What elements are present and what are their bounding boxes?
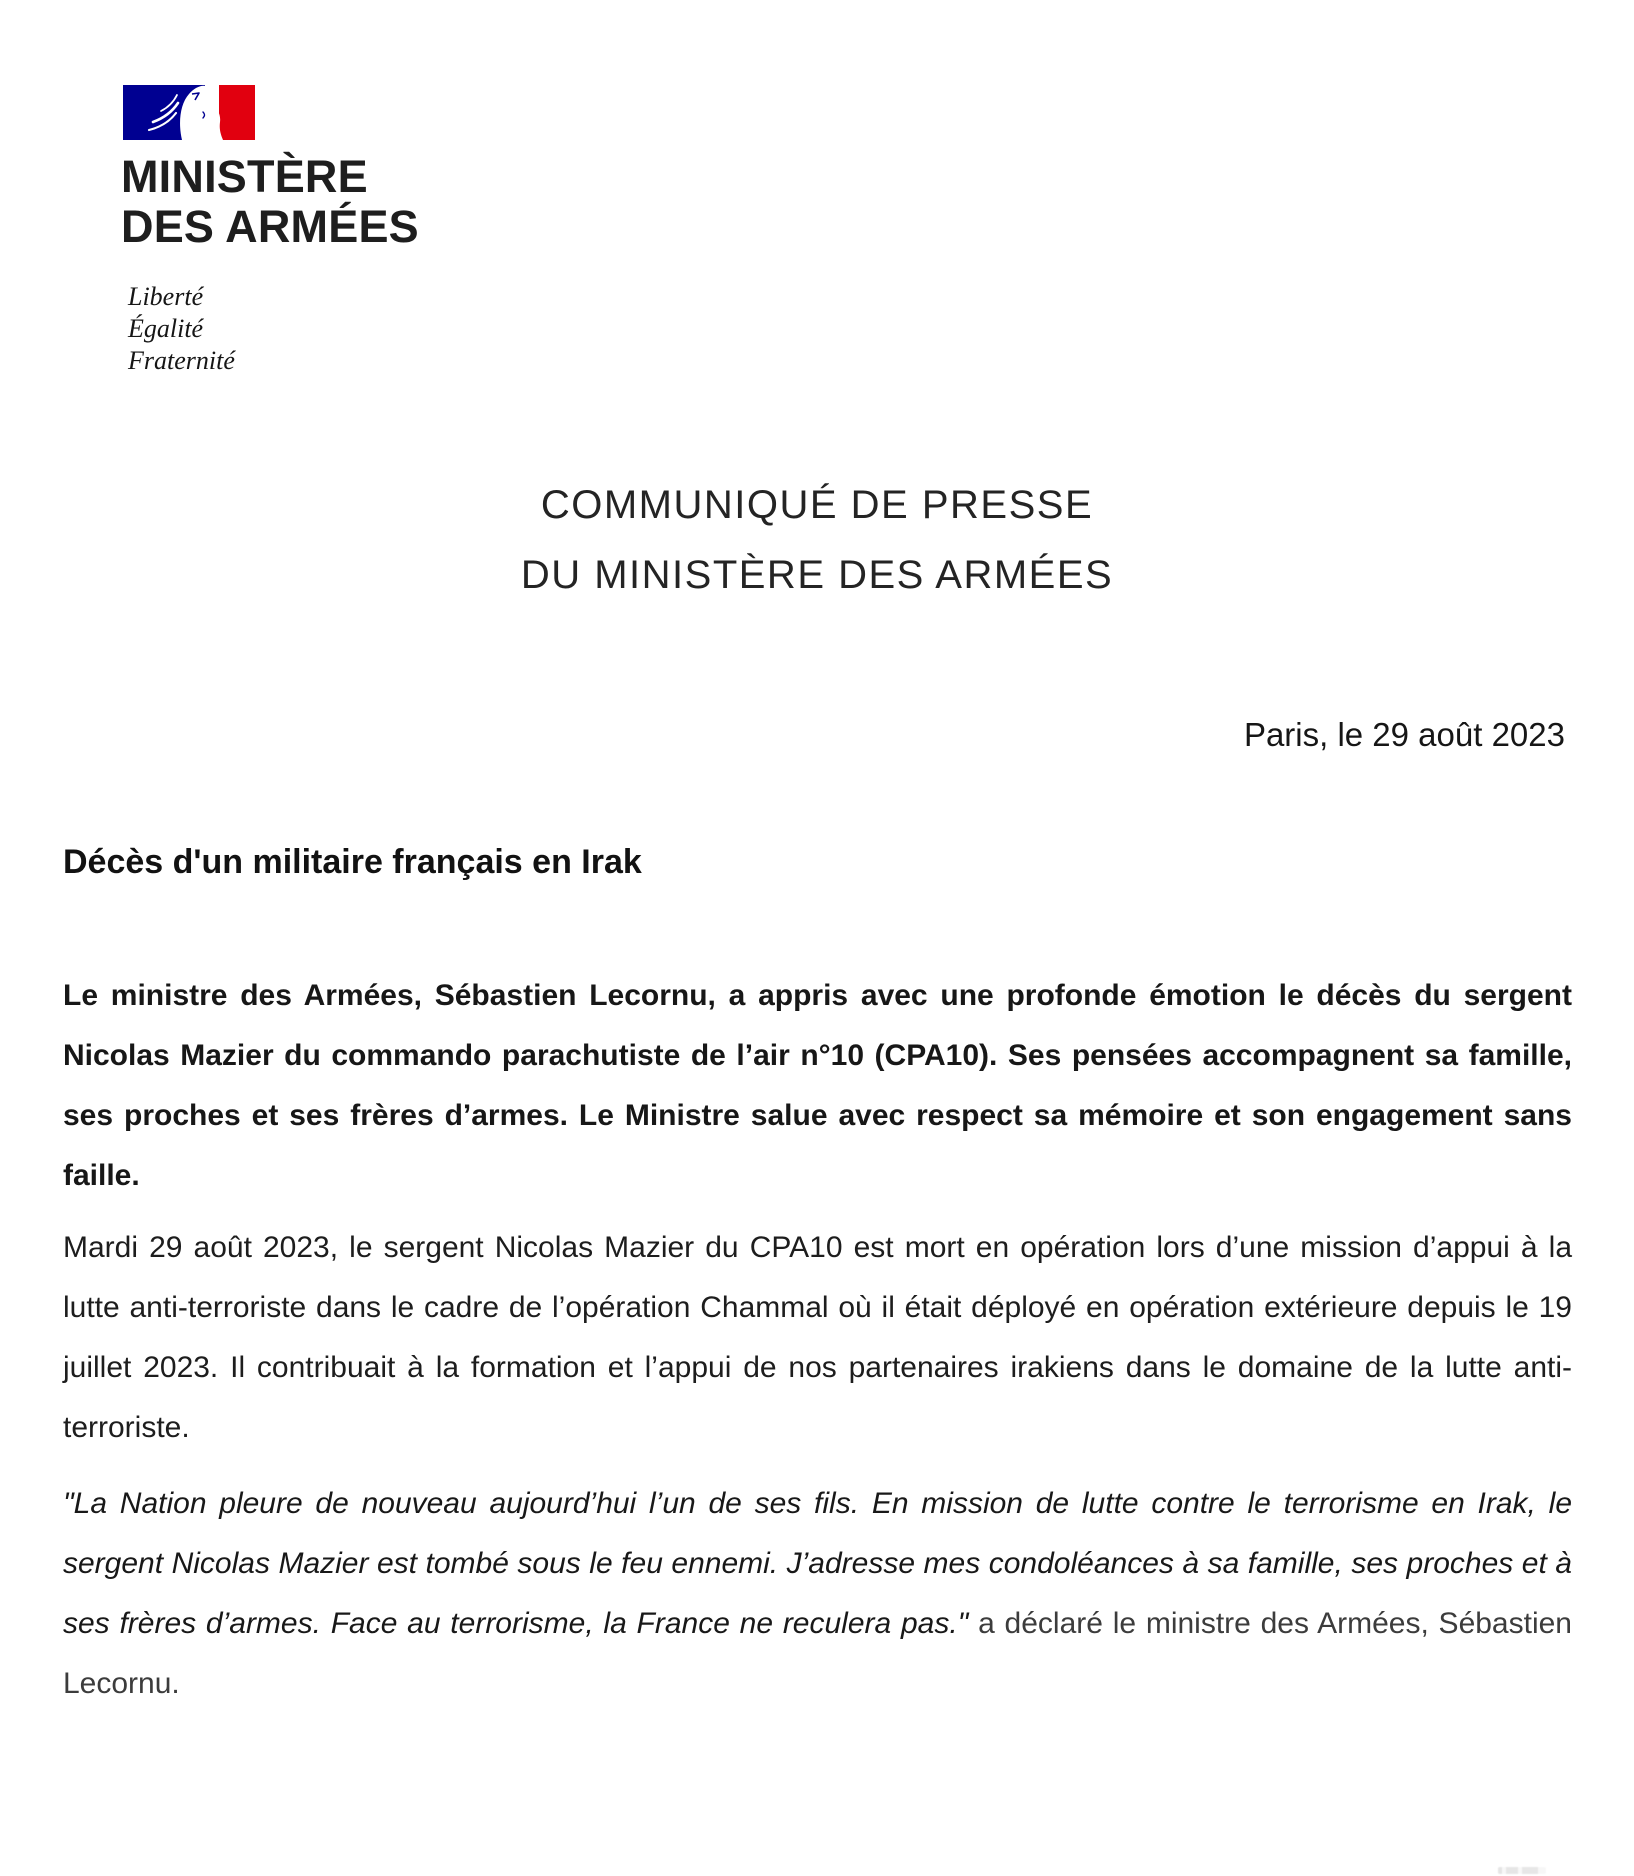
- ministry-wordmark-line2: DES ARMÉES: [121, 201, 419, 252]
- subject-heading: Décès d'un militaire français en Irak: [63, 843, 642, 881]
- motto-egalite: Égalité: [128, 314, 204, 343]
- minister-quote: "La Nation pleure de nouveau aujourd’hui l’un de ses fils. En mission de lutte contre le terrorisme en Irak, le sergent Nicolas Mazier est tombé sous le feu ennemi. J’adresse mes condoléances à sa famille, ses proches et à ses frères d’armes. Face au terrorisme, la France ne reculera pas.": [63, 1487, 1572, 1640]
- press-release-title-line2: DU MINISTÈRE DES ARMÉES: [520, 553, 1114, 597]
- lead-paragraph: Le ministre des Armées, Sébastien Lecornu, a appris avec une profonde émotion le décès du sergent Nicolas Mazier du commando parachutiste de l’air n°10 (CPA10). Ses pensées accompagnent sa famille, ses proches et ses frères d’armes. Le Ministre salue avec respect sa mémoire et son engagement sans faille.: [63, 979, 1572, 1192]
- dateline: Paris, le 29 août 2023: [1243, 716, 1565, 753]
- cropped-page-artifact: [1498, 1867, 1546, 1874]
- motto-liberte: Liberté: [128, 282, 204, 311]
- french-flag-marianne-icon: [123, 85, 255, 140]
- ministry-wordmark: [121, 152, 419, 252]
- quote-paragraph: [63, 1474, 1572, 1714]
- republic-motto: [128, 281, 235, 377]
- details-paragraph: Mardi 29 août 2023, le sergent Nicolas Mazier du CPA10 est mort en opération lors d’une mission d’appui à la lutte anti-terroriste dans le cadre de l’opération Chammal où il était déployé en opération extérieure depuis le 19 juillet 2023. Il contribuait à la formation et l’appui de nos partenaires irakiens dans le domaine de la lutte anti-terroriste.: [63, 1231, 1572, 1444]
- press-release-title: [0, 470, 1634, 610]
- motto-fraternite: Fraternité: [128, 346, 235, 375]
- quote-attribution: a déclaré le ministre des Armées, Sébastien Lecornu.: [63, 1607, 1572, 1700]
- ministry-wordmark-line1: MINISTÈRE: [121, 151, 368, 202]
- french-government-logo: [121, 85, 419, 375]
- press-release-title-line1: COMMUNIQUÉ DE PRESSE: [540, 483, 1094, 527]
